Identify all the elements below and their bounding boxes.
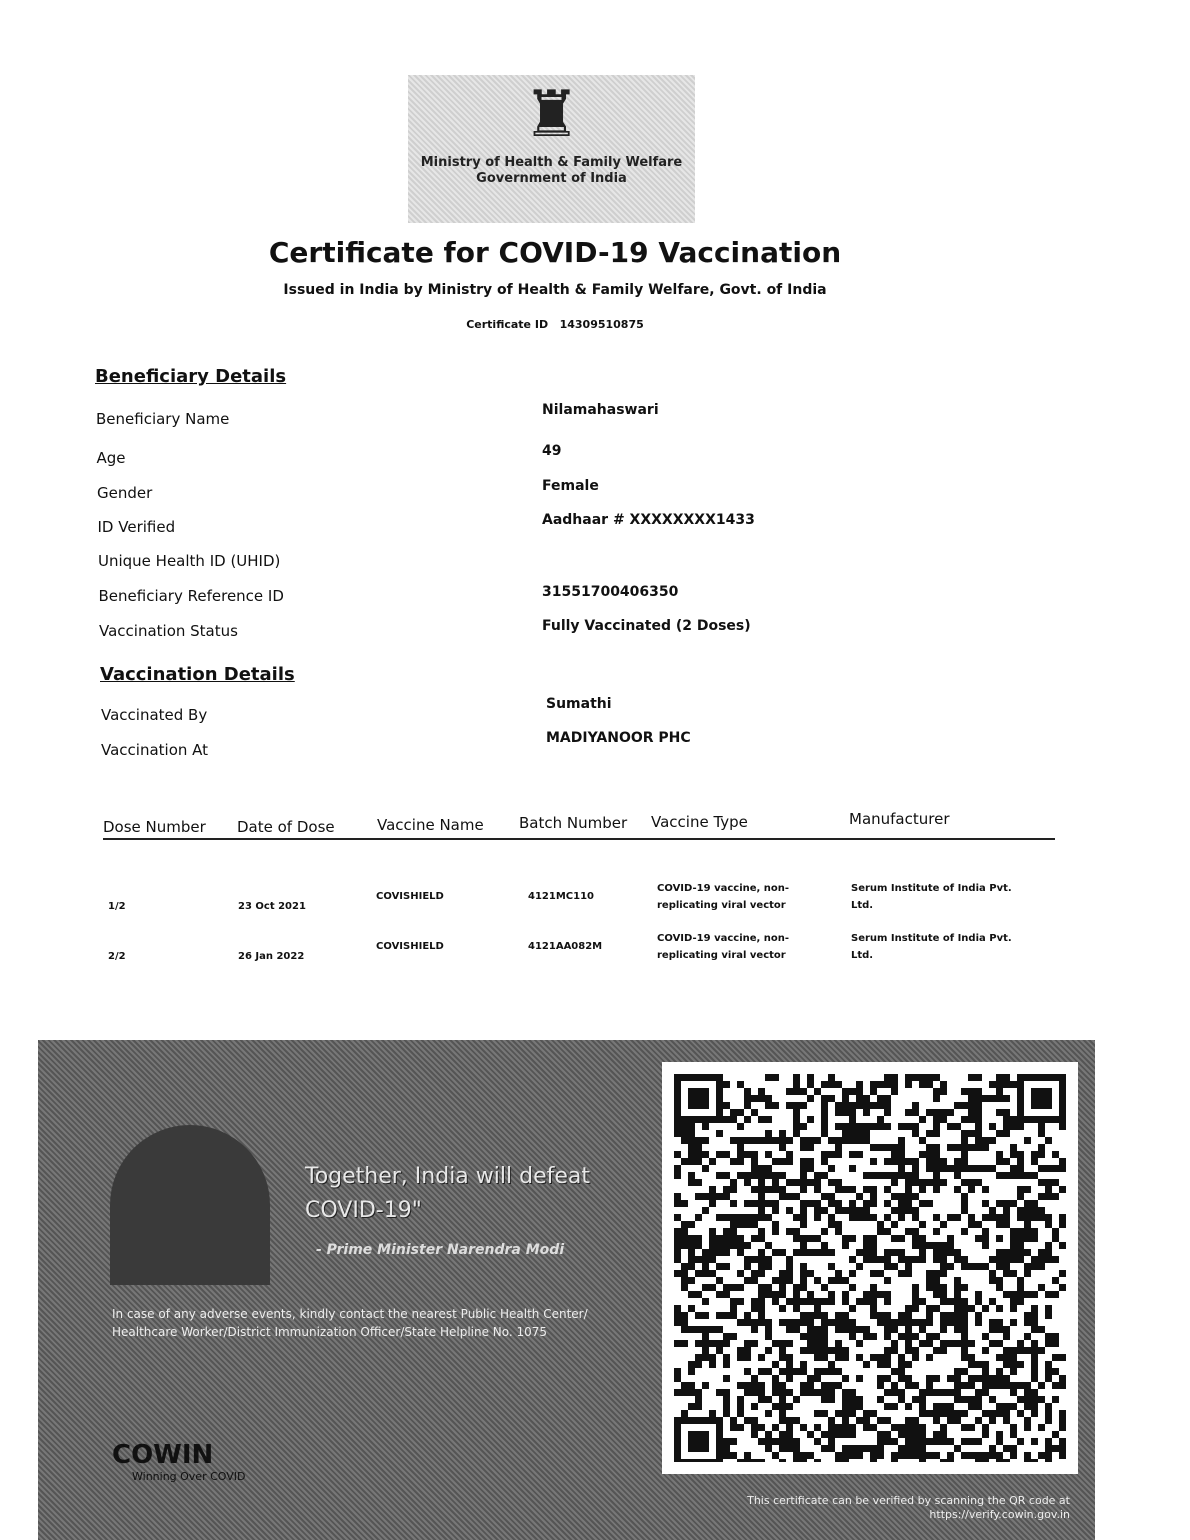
column-header: Vaccine Name [377,816,484,834]
table-cell: 1/2 [108,901,126,912]
detail-value: Fully Vaccinated (2 Doses) [542,618,751,634]
beneficiary-heading: Beneficiary Details [95,366,287,387]
detail-label: Vaccinated By [101,706,208,724]
certificate-id-label: Certificate ID [466,318,549,331]
verify-url: https://verify.cowin.gov.in [929,1508,1070,1521]
table-cell: COVISHIELD [376,941,444,952]
table-cell: COVID-19 vaccine, non-replicating viral vector [657,883,790,911]
quote-line-2: COVID-19" [305,1198,422,1223]
page-title: Certificate for COVID-19 Vaccination [268,236,842,269]
detail-label: Beneficiary Reference ID [98,587,284,605]
ashoka-emblem-icon: ♜ [522,78,581,152]
qr-code-icon [674,1074,1066,1462]
certificate-id-value: 14309510875 [559,318,644,331]
detail-value: Female [542,478,599,494]
ministry-emblem [408,75,695,223]
table-cell: 4121AA082M [528,941,603,952]
quote-attribution: - Prime Minister Narendra Modi [316,1242,565,1258]
vaccination-heading: Vaccination Details [100,664,295,685]
detail-value: Nilamahaswari [542,402,659,418]
adverse-event-notice: In case of any adverse events, kindly contact the nearest Public Health Center/ Healthcare Worker/District Immunization Officer/State Helpline No. 1075 [112,1307,588,1339]
detail-value: 49 [542,443,562,459]
table-cell: Serum Institute of India Pvt. Ltd. [851,933,1012,961]
detail-label: ID Verified [97,518,176,536]
detail-label: Age [96,449,126,467]
banner-quote [305,1160,590,1228]
verify-line-1: This certificate can be verified by scanning the QR code at [747,1494,1070,1507]
quote-line-1: Together, India will defeat [305,1164,590,1189]
certificate-id [0,318,1110,331]
detail-value: MADIYANOOR PHC [546,730,691,746]
table-cell: 23 Oct 2021 [238,901,306,912]
detail-label: Gender [97,484,153,502]
page-subtitle: Issued in India by Ministry of Health & Family Welfare, Govt. of India [283,282,827,298]
qr-code [662,1062,1078,1474]
table-cell: COVISHIELD [376,891,444,902]
verification-note [700,1494,1070,1522]
emblem-ministry: Ministry of Health & Family Welfare [420,155,683,170]
table-cell: 4121MC110 [528,891,594,902]
column-header: Vaccine Type [651,813,748,831]
detail-label: Vaccination At [101,741,209,759]
detail-value: Sumathi [546,696,612,712]
column-header: Batch Number [519,814,628,832]
cowin-tagline: Winning Over COVID [132,1470,246,1483]
column-header: Dose Number [103,818,206,836]
table-cell: 2/2 [108,951,126,962]
detail-value: Aadhaar # XXXXXXXX1433 [542,512,755,528]
detail-label: Vaccination Status [99,622,238,640]
column-header: Date of Dose [237,818,335,836]
cowin-logo: COWIN [112,1440,214,1470]
prime-minister-photo [110,1125,270,1285]
column-header: Manufacturer [849,810,950,828]
table-cell: 26 Jan 2022 [238,951,305,962]
detail-label: Unique Health ID (UHID) [98,552,281,570]
detail-label: Beneficiary Name [96,410,230,428]
table-divider [103,838,1055,840]
table-cell: COVID-19 vaccine, non-replicating viral vector [657,933,790,961]
emblem-government: Government of India [476,171,627,186]
detail-value: 31551700406350 [542,584,679,600]
table-cell: Serum Institute of India Pvt. Ltd. [851,883,1012,911]
